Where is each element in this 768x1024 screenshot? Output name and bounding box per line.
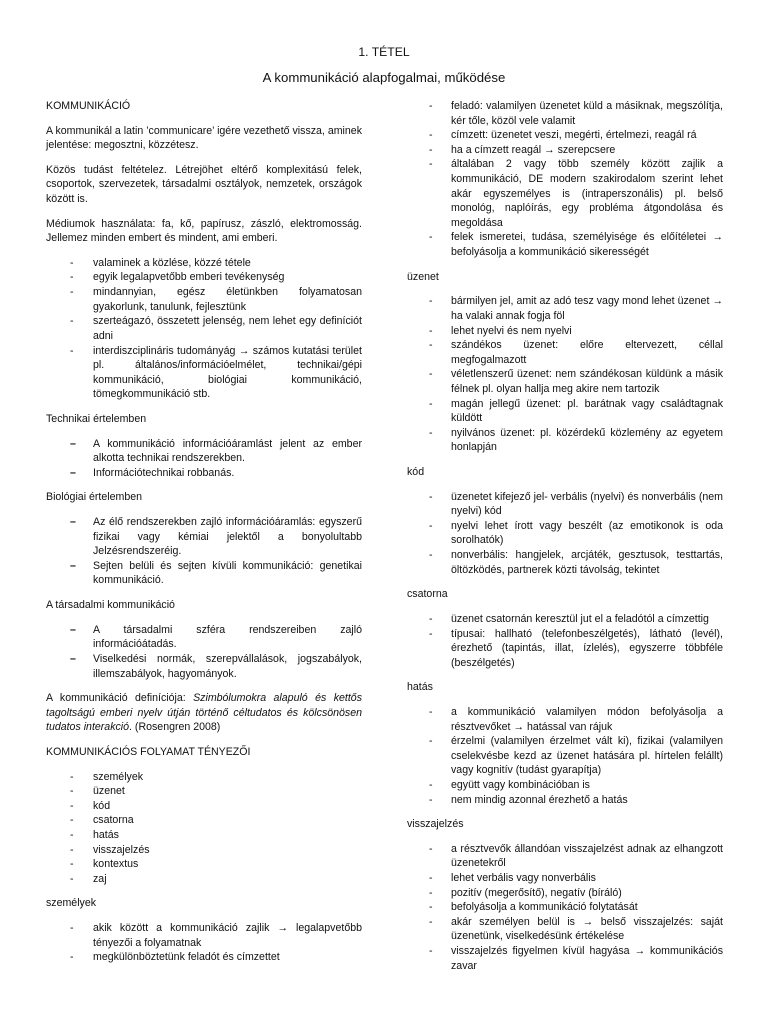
list-item — [407, 397, 723, 426]
paragraph-media: Médiumok használata: fa, kő, papírusz, zászló, elektromosság. Jellemez minden embert és mindent, ami emberi. — [46, 217, 362, 245]
bullet-marker: - — [70, 951, 74, 964]
list-code — [407, 490, 723, 578]
heading-persons: személyek — [46, 897, 97, 910]
bullet-marker: - — [70, 858, 74, 871]
list-item — [46, 950, 362, 965]
bullet-marker: - — [429, 129, 433, 142]
bullet-marker: - — [429, 143, 433, 156]
bullet-marker: – — [70, 516, 76, 529]
bullet-marker: - — [70, 770, 74, 783]
list-persons — [46, 921, 362, 965]
list-item — [46, 921, 362, 950]
list-item-text: nem mindig azonnal érezhető a hatás — [451, 793, 628, 806]
list-item-text: Sejten belüli és sejten kívüli kommunikáció: genetikai kommunikáció. — [93, 559, 362, 587]
bullet-marker: - — [70, 315, 74, 328]
list-item — [46, 437, 362, 466]
list-item-text: a résztvevők állandóan visszajelzést adnak az elhangzott üzenetekről — [451, 842, 723, 870]
list-item-text: típusai: hallható (telefonbeszélgetés), látható (levél), érezhető (tapintás, illat, ízlelés), egyszerre többféle (beszélgetés) — [451, 627, 723, 669]
list-item-text: egyik legalapvetőbb emberi tevékenység — [93, 271, 285, 284]
list-item — [407, 793, 723, 808]
bullet-marker: - — [70, 785, 74, 798]
list-item — [407, 612, 723, 627]
list-item — [407, 871, 723, 886]
list-item — [46, 623, 362, 652]
list-technical — [46, 437, 362, 481]
list-item — [407, 842, 723, 871]
heading-kommunikacio: KOMMUNIKÁCIÓ — [46, 100, 131, 112]
bullet-marker: - — [429, 872, 433, 885]
list-item-text: kontextus — [93, 858, 139, 871]
definition-prefix: A kommunikáció definíciója: — [46, 692, 194, 705]
list-item-text: akik között a kommunikáció zajlik → legalapvetőbb tényezői a folyamatnak — [93, 922, 362, 949]
list-item — [46, 770, 362, 785]
bullet-marker: – — [70, 466, 76, 479]
list-item — [46, 256, 362, 271]
list-item — [407, 519, 723, 548]
bullet-marker: - — [429, 735, 433, 748]
bullet-marker: - — [70, 286, 74, 299]
list-item-text: valaminek a közlése, közzé tétele — [93, 256, 251, 269]
list-item — [407, 900, 723, 915]
bullet-marker: - — [429, 549, 433, 562]
bullet-marker: - — [70, 872, 74, 885]
bullet-marker: - — [429, 295, 433, 308]
page-title: 1. TÉTEL — [358, 45, 410, 59]
list-item — [407, 143, 723, 158]
list-item — [407, 99, 723, 128]
bullet-marker: - — [70, 843, 74, 856]
bullet-marker: - — [429, 324, 433, 337]
bullet-marker: - — [429, 627, 433, 640]
list-item-text: személyek — [93, 770, 144, 783]
list-item-text: ha a címzett reagál → szerepcsere — [451, 143, 616, 156]
list-item-text: csatorna — [93, 814, 134, 827]
list-item — [407, 324, 723, 339]
list-item-text: véletlenszerű üzenet: nem szándékosan küldünk a másik félnek pl. olyan hallja meg akire nem tartozik — [451, 368, 723, 395]
list-item — [407, 886, 723, 901]
list-item-text: hatás — [93, 828, 119, 841]
bullet-marker: - — [429, 339, 433, 352]
list-item-text: szándékos üzenet: előre eltervezett, céllal megfogalmazott — [451, 339, 723, 366]
list-item — [407, 338, 723, 367]
bullet-marker: - — [429, 945, 433, 958]
bullet-marker: - — [429, 519, 433, 532]
list-item-text: Az élő rendszerekben zajló információáramlás: egyszerű fizikai vagy kémiai jelektől a bonyolultabb Jelzésrendszeréig. — [93, 516, 362, 558]
list-item-text: általában 2 vagy több személy között zajlik a kommunikáció, DE modern szakirodalom szerint lehet akár egyszemélyes is (intraperszonális) pl. belső monológ, naplóírás, egy probléma átgondolása és megoldása — [451, 158, 723, 229]
bullet-marker: - — [70, 799, 74, 812]
list-item-text: feladó: valamilyen üzenetet küld a másiknak, megszólítja, kér tőle, közöl vele valamit — [451, 100, 723, 127]
list-item — [407, 128, 723, 143]
bullet-marker: - — [429, 368, 433, 381]
list-item — [407, 426, 723, 455]
list-item — [407, 778, 723, 793]
definition-italic: Szimbólumokra alapuló és kettős tagoltságú emberi nyelv útján történő céltudatos és kölcsönösen tudatos interakció — [46, 692, 362, 734]
list-item-text: visszajelzés — [93, 843, 150, 856]
list-general — [46, 256, 362, 402]
list-item-text: akár személyen belül is → belső visszajelzés: saját üzenetünk, viselkedésünk értékelése — [451, 915, 723, 943]
list-item-text: címzett: üzenetet veszi, megérti, értelmezi, reagál rá — [451, 129, 697, 142]
list-item-text: a kommunikáció valamilyen módon befolyásolja a résztvevőket → hatással van rájuk — [451, 705, 723, 733]
list-item-text: magán jellegű üzenet: pl. barátnak vagy családtagnak küldött — [451, 397, 723, 425]
definition-suffix: . (Rosengren 2008) — [129, 721, 221, 734]
list-item — [407, 915, 723, 944]
list-factors — [46, 770, 362, 887]
list-item-text: üzenet csatornán keresztül jut el a feladótól a címzettig — [451, 612, 709, 625]
list-item-text: érzelmi (valamilyen érzelmet vált ki), fizikai (valamilyen cselekvésbe kezd az üzenet hatására pl. hírtelen felállt) vagy kognitív (tudást gyarapítja) — [451, 735, 723, 777]
list-item — [46, 843, 362, 858]
list-social — [46, 623, 362, 681]
list-item-text: együtt vagy kombinációban is — [451, 778, 590, 791]
list-item-text: kód — [93, 799, 111, 812]
heading-factors: KOMMUNIKÁCIÓS FOLYAMAT TÉNYEZŐI — [46, 745, 251, 758]
list-item — [407, 230, 723, 259]
list-persons-continued — [407, 99, 723, 260]
list-item-text: nyilvános üzenet: pl. közérdekű közlemény az egyetem honlapján — [451, 426, 723, 454]
list-item — [46, 784, 362, 799]
bullet-marker: - — [70, 271, 74, 284]
list-item — [46, 559, 362, 588]
list-item-text: A kommunikáció információáramlást jelent az ember alkotta technikai rendszerekben. — [93, 437, 362, 465]
list-item-text: interdiszciplináris tudományág → számos kutatási terület pl. általános/információelmélet, technikai/gépi kommunikáció, biológiai kommunikáció, tömegkommunikáció stb. — [93, 344, 362, 401]
list-item — [46, 813, 362, 828]
bullet-marker: - — [429, 231, 433, 244]
bullet-marker: - — [70, 828, 74, 841]
list-item-text: üzenet — [93, 785, 125, 798]
list-item-text: megkülönböztetünk feladót és címzettet — [93, 951, 280, 964]
heading-channel: csatorna — [407, 588, 448, 601]
heading-effect: hatás — [407, 681, 433, 694]
bullet-marker: - — [429, 490, 433, 503]
bullet-marker: - — [70, 256, 74, 269]
heading-technical: Technikai értelemben — [46, 412, 147, 425]
paragraph-common-knowledge: Közös tudást feltételez. Létrejöhet eltérő komplexitású felek, csoportok, szervezetek, társadalmi osztályok, nemzetek, országok között is. — [46, 163, 362, 206]
bullet-marker: - — [429, 778, 433, 791]
bullet-marker: - — [70, 344, 74, 357]
bullet-marker: - — [70, 922, 74, 935]
list-biological — [46, 515, 362, 588]
list-item-text: befolyásolja a kommunikáció folytatását — [451, 901, 638, 914]
list-item-text: nyelvi lehet írott vagy beszélt (az emotikonok is oda sorolhatók) — [451, 519, 723, 547]
list-item-text: felek ismeretei, tudása, személyisége és előítéletei → befolyásolja a kommunikáció sikerességét — [451, 231, 723, 259]
right-column — [407, 99, 723, 983]
bullet-marker: - — [429, 705, 433, 718]
list-item — [46, 799, 362, 814]
bullet-marker: - — [429, 915, 433, 928]
list-item — [46, 652, 362, 681]
heading-biological: Biológiai értelemben — [46, 491, 142, 504]
list-item-text: üzenetet kifejező jel- verbális (nyelvi) és nonverbális (nem nyelvi) kód — [451, 490, 723, 518]
list-item-text: zaj — [93, 872, 107, 885]
list-feedback — [407, 842, 723, 973]
list-item — [407, 944, 723, 973]
list-item — [46, 515, 362, 559]
list-item-text: A társadalmi szféra rendszereiben zajló információátadás. — [93, 623, 362, 651]
bullet-marker: - — [70, 814, 74, 827]
list-item — [46, 872, 362, 887]
list-item-text: bármilyen jel, amit az adó tesz vagy mond lehet üzenet → ha valaki annak fogja föl — [451, 295, 723, 322]
list-item — [407, 490, 723, 519]
list-item — [46, 466, 362, 481]
list-item-text: Viselkedési normák, szerepvállalások, jogszabályok, illemszabályok, hagyományok. — [93, 652, 362, 680]
list-item — [407, 157, 723, 230]
bullet-marker: – — [70, 623, 76, 636]
page-subtitle: A kommunikáció alapfogalmai, működése — [262, 70, 506, 85]
bullet-marker: - — [429, 842, 433, 855]
left-column — [46, 99, 362, 975]
bullet-marker: – — [70, 559, 76, 572]
list-item — [407, 734, 723, 778]
heading-social: A társadalmi kommunikáció — [46, 599, 175, 612]
heading-feedback: visszajelzés — [407, 818, 464, 831]
bullet-marker: - — [429, 397, 433, 410]
list-item — [46, 314, 362, 343]
heading-code: kód — [407, 466, 425, 479]
bullet-marker: – — [70, 437, 76, 450]
bullet-marker: - — [429, 426, 433, 439]
list-item — [46, 857, 362, 872]
list-message — [407, 294, 723, 455]
list-effect — [407, 705, 723, 807]
bullet-marker: - — [429, 612, 433, 625]
list-item-text: lehet nyelvi és nem nyelvi — [451, 324, 572, 337]
list-item — [46, 270, 362, 285]
list-item-text: pozitív (megerősítő), negatív (bíráló) — [451, 886, 622, 899]
bullet-marker: - — [429, 793, 433, 806]
list-item — [407, 705, 723, 734]
paragraph-etymology: A kommunikál a latin ’communicare’ igére vezethető vissza, aminek jelentése: megosztni, közzétesz. — [46, 124, 362, 152]
list-item-text: szerteágazó, összetett jelenség, nem lehet egy definíciót adni — [93, 315, 362, 342]
bullet-marker: - — [429, 901, 433, 914]
list-item — [46, 285, 362, 314]
list-item-text: lehet verbális vagy nonverbális — [451, 872, 596, 885]
list-item-text: mindannyian, egész életünkben folyamatosan gyakorlunk, tanulunk, fejlesztünk — [93, 286, 362, 313]
bullet-marker: – — [70, 652, 76, 665]
bullet-marker: - — [429, 886, 433, 899]
bullet-marker: - — [429, 100, 433, 112]
heading-message: üzenet — [407, 270, 439, 283]
list-item-text: visszajelzés figyelmen kívül hagyása → kommunikációs zavar — [451, 945, 723, 972]
list-item — [46, 828, 362, 843]
list-item — [407, 548, 723, 577]
list-item — [407, 627, 723, 671]
paragraph-definition — [46, 691, 362, 735]
list-item-text: nonverbális: hangjelek, arcjáték, gesztusok, testtartás, öltözködés, partnerek közti távolság, tekintet — [451, 549, 723, 576]
bullet-marker: - — [429, 158, 433, 171]
list-item — [46, 344, 362, 402]
list-item — [407, 367, 723, 396]
list-item-text: Információtechnikai robbanás. — [93, 466, 235, 479]
list-channel — [407, 612, 723, 670]
list-item — [407, 294, 723, 323]
